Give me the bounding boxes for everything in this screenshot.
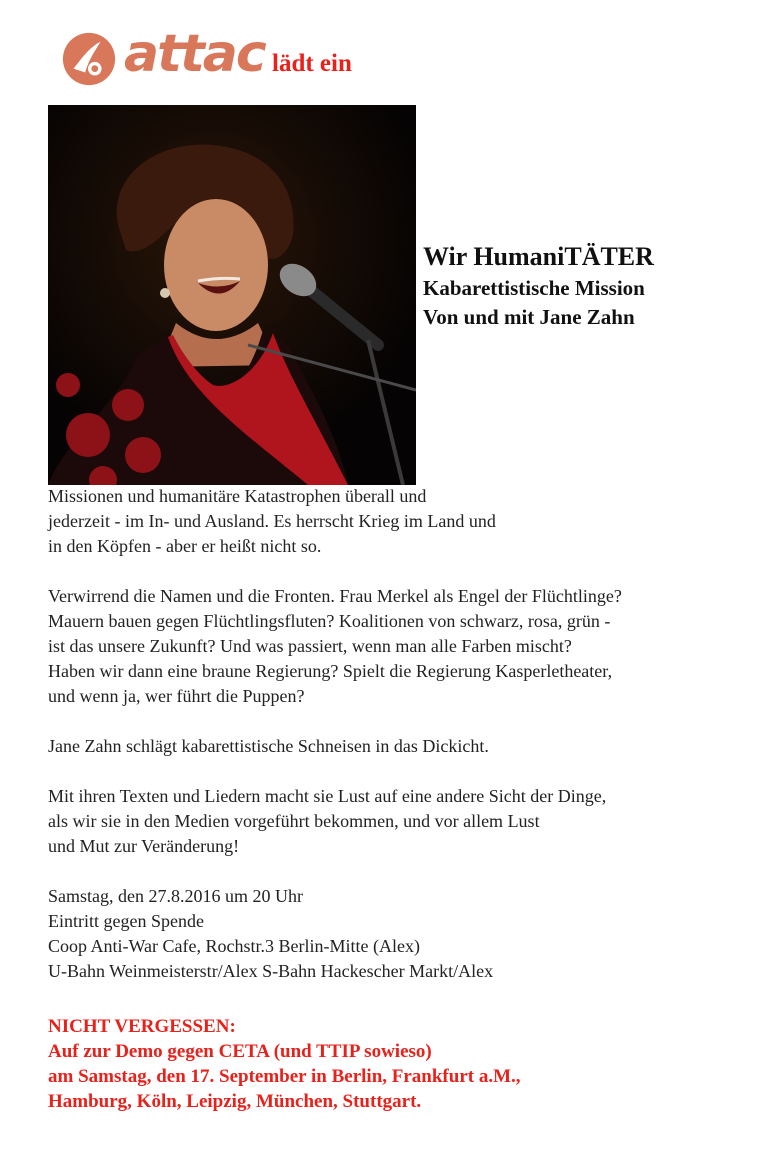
paragraph-songs xyxy=(48,784,758,859)
invite-text: lädt ein xyxy=(272,50,352,77)
demo-notice xyxy=(48,1014,521,1114)
text-line: Haben wir dann eine braune Regierung? Spielt die Regierung Kasperletheater, xyxy=(48,661,613,681)
text-line: Missionen und humanitäre Katastrophen überall und xyxy=(48,486,427,506)
text-line: Verwirrend die Namen und die Fronten. Frau Merkel als Engel der Flüchtlinge? xyxy=(48,586,622,606)
performer-photo-illustration xyxy=(48,105,416,485)
text-line: und Mut zur Veränderung! xyxy=(48,836,240,856)
event-title: Wir HumaniTÄTER xyxy=(423,242,654,271)
event-subtitle: Kabarettistische Mission xyxy=(423,276,645,300)
text-line: als wir sie in den Medien vorgeführt bekommen, und vor allem Lust xyxy=(48,811,540,831)
text-line: in den Köpfen - aber er heißt nicht so. xyxy=(48,536,322,556)
text-line: und wenn ja, wer führt die Puppen? xyxy=(48,686,305,706)
event-venue: Coop Anti-War Cafe, Rochstr.3 Berlin-Mitte (Alex) xyxy=(48,936,420,956)
attac-logo-text: attac xyxy=(124,24,265,84)
event-title-block xyxy=(423,240,654,332)
event-details xyxy=(48,884,758,984)
text-line: jederzeit - im In- und Ausland. Es herrscht Krieg im Land und xyxy=(48,511,496,531)
text-line: Mit ihren Texten und Liedern macht sie Lust auf eine andere Sicht der Dinge, xyxy=(48,786,607,806)
notice-line: am Samstag, den 17. September in Berlin, Frankfurt a.M., xyxy=(48,1066,521,1087)
paragraph-intro xyxy=(48,484,758,559)
header xyxy=(60,24,560,92)
event-performer: Von und mit Jane Zahn xyxy=(423,305,635,329)
event-entry: Eintritt gegen Spende xyxy=(48,911,204,931)
text-line: Jane Zahn schlägt kabarettistische Schneisen in das Dickicht. xyxy=(48,736,489,756)
paragraph-questions xyxy=(48,584,758,709)
notice-line: Hamburg, Köln, Leipzig, München, Stuttgart. xyxy=(48,1091,422,1112)
notice-heading: NICHT VERGESSEN: xyxy=(48,1016,236,1037)
description xyxy=(48,484,758,984)
notice-line: Auf zur Demo gegen CETA (und TTIP sowieso) xyxy=(48,1041,432,1062)
performer-photo xyxy=(48,105,416,485)
paragraph-dickicht xyxy=(48,734,758,759)
text-line: ist das unsere Zukunft? Und was passiert, wenn man alle Farben mischt? xyxy=(48,636,572,656)
text-line: Mauern bauen gegen Flüchtlingsfluten? Koalitionen von schwarz, rosa, grün - xyxy=(48,611,611,631)
event-transit: U-Bahn Weinmeisterstr/Alex S-Bahn Hackescher Markt/Alex xyxy=(48,961,494,981)
attac-swirl-logo-icon xyxy=(60,30,118,88)
event-date: Samstag, den 27.8.2016 um 20 Uhr xyxy=(48,886,303,906)
